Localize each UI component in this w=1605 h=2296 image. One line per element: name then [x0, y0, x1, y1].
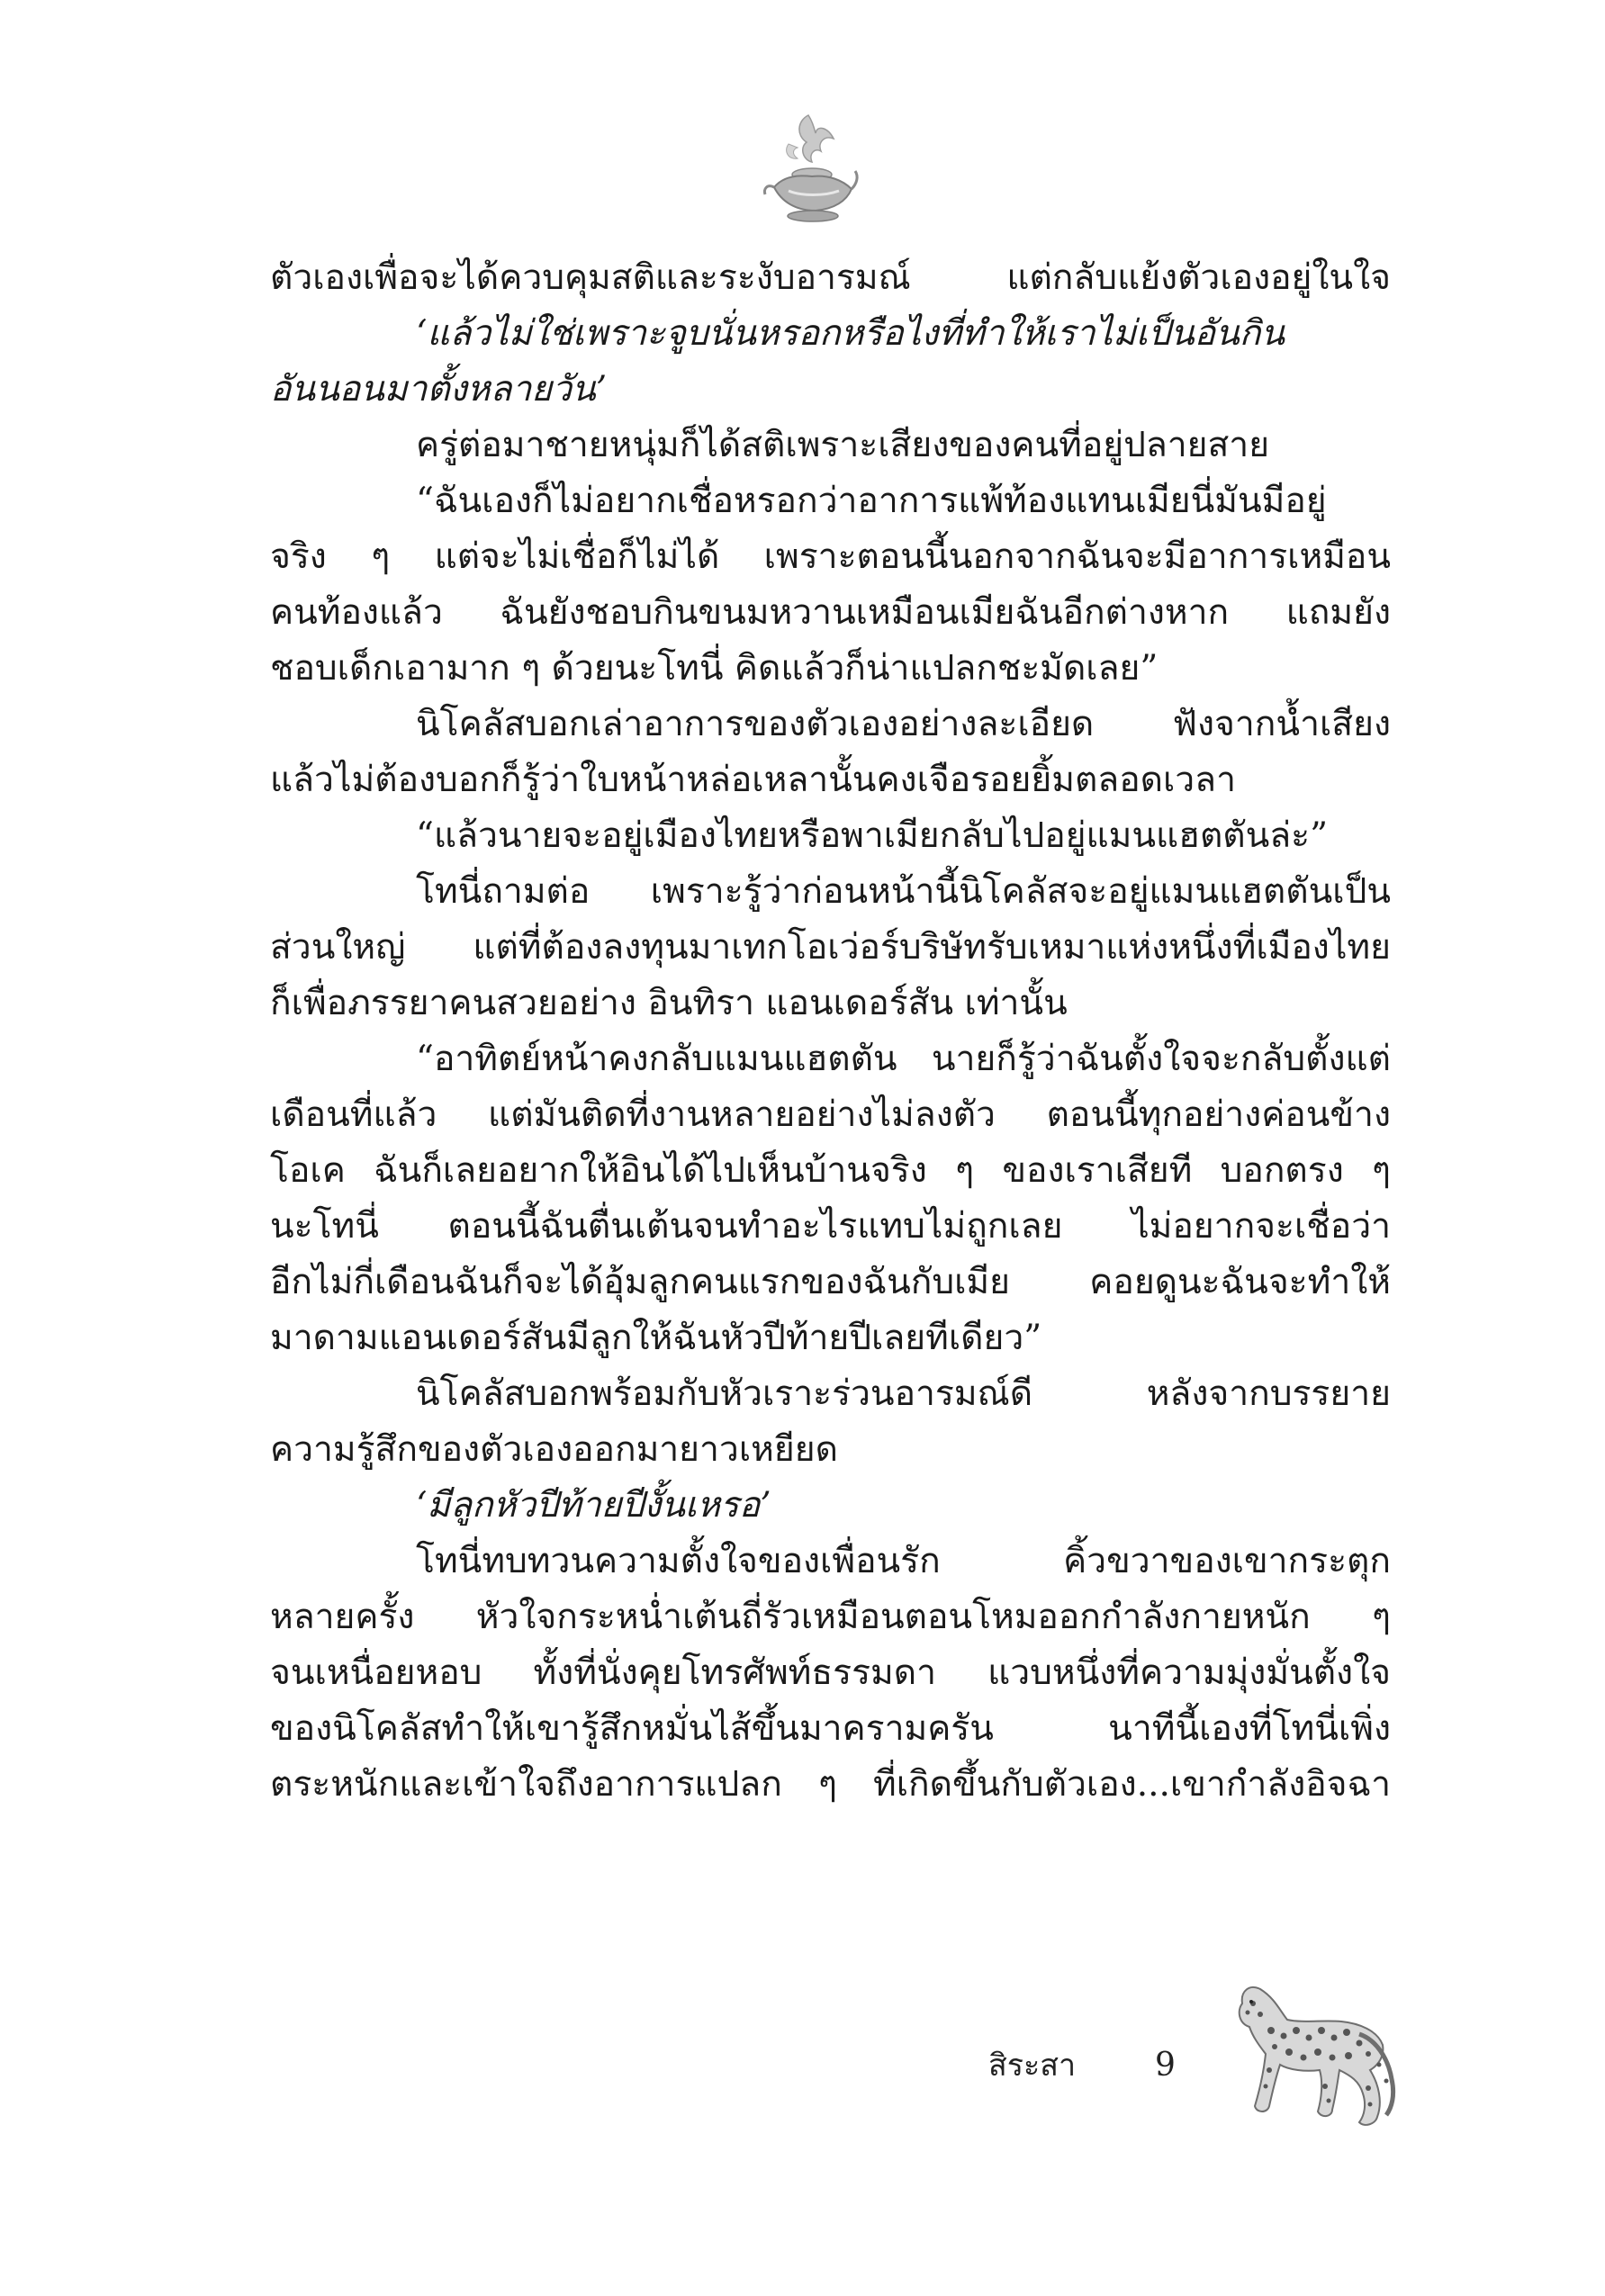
text-line: โทนี่ทบทวนความตั้งใจของเพื่อนรัก คิ้วขวาของเขากระตุก — [416, 1541, 1391, 1581]
text-line: “อาทิตย์หน้าคงกลับแมนแฮตตัน นายก็รู้ว่าฉันตั้งใจจะกลับตั้งแต่ — [416, 1039, 1391, 1079]
page-number: 9 — [1155, 2047, 1176, 2084]
running-title: สิระสา — [988, 2048, 1077, 2084]
text-line: ชอบเด็กเอามาก ๆ ด้วยนะโทนี่ คิดแล้วก็น่าแปลกชะมัดเลย” — [270, 648, 1159, 689]
text-line: หลายครั้ง หัวใจกระหน่ำเต้นถี่รัวเหมือนตอนโหมออกกำลังกายหนัก ๆ — [270, 1597, 1391, 1637]
body-text — [270, 250, 1391, 1813]
text-line: “แล้วนายจะอยู่เมืองไทยหรือพาเมียกลับไปอยู่แมนแฮตตันล่ะ” — [416, 815, 1329, 856]
text-line: โทนี่ถามต่อ เพราะรู้ว่าก่อนหน้านี้นิโคลัสจะอยู่แมนแฮตตันเป็น — [416, 871, 1391, 912]
text-line: คนท้องแล้ว ฉันยังชอบกินขนมหวานเหมือนเมียฉันอีกต่างหาก แถมยัง — [270, 592, 1391, 633]
text-line: นะโทนี่ ตอนนี้ฉันตื่นเต้นจนทำอะไรแทบไม่ถูกเลย ไม่อยากจะเชื่อว่า — [270, 1206, 1391, 1247]
text-line: ความรู้สึกของตัวเองออกมายาวเหยียด — [270, 1429, 838, 1470]
text-line: อีกไม่กี่เดือนฉันก็จะได้อุ้มลูกคนแรกของฉันกับเมีย คอยดูนะฉันจะทำให้ — [270, 1262, 1391, 1302]
text-line: ตัวเองเพื่อจะได้ควบคุมสติและระงับอารมณ์ แต่กลับแย้งตัวเองอยู่ในใจ — [270, 257, 1391, 298]
text-line: “ฉันเองก็ไม่อยากเชื่อหรอกว่าอาการแพ้ท้องแทนเมียนี่มันมีอยู่ — [416, 481, 1327, 521]
text-line: แล้วไม่ต้องบอกก็รู้ว่าใบหน้าหล่อเหลานั้นคงเจือรอยยิ้มตลอดเวลา — [270, 760, 1236, 800]
genie-lamp-icon — [762, 108, 861, 234]
text-line: ‘แล้วไม่ใช่เพราะจูบนั่นหรอกหรือไงที่ทำให้เราไม่เป็นอันกิน — [416, 313, 1285, 354]
text-line: ‘มีลูกหัวปีท้ายปีงั้นเหรอ’ — [416, 1485, 771, 1526]
text-line: มาดามแอนเดอร์สันมีลูกให้ฉันหัวปีท้ายปีเลยทีเดียว” — [270, 1318, 1042, 1358]
text-line: ส่วนใหญ่ แต่ที่ต้องลงทุนมาเทกโอเว่อร์บริษัทรับเหมาแห่งหนึ่งที่เมืองไทย — [270, 927, 1391, 968]
text-line: ก็เพื่อภรรยาคนสวยอย่าง อินทิรา แอนเดอร์สัน เท่านั้น — [270, 983, 1068, 1023]
text-line: ครู่ต่อมาชายหนุ่มก็ได้สติเพราะเสียงของคนที่อยู่ปลายสาย — [416, 425, 1270, 465]
text-line: ของนิโคลัสทำให้เขารู้สึกหมั่นไส้ขึ้นมาครามครัน นาทีนี้เองที่โทนี่เพิ่ง — [270, 1708, 1391, 1749]
text-line: จนเหนื่อยหอบ ทั้งที่นั่งคุยโทรศัพท์ธรรมดา แวบหนึ่งที่ความมุ่งมั่นตั้งใจ — [270, 1652, 1391, 1693]
text-line: เดือนที่แล้ว แต่มันติดที่งานหลายอย่างไม่ลงตัว ตอนนี้ทุกอย่างค่อนข้าง — [270, 1094, 1391, 1135]
text-line: อันนอนมาตั้งหลายวัน’ — [270, 369, 608, 410]
text-line: นิโคลัสบอกเล่าอาการของตัวเองอย่างละเอียด ฟังจากน้ำเสียง — [416, 704, 1391, 744]
text-line: ตระหนักและเข้าใจถึงอาการแปลก ๆ ที่เกิดขึ้นกับตัวเอง...เขากำลังอิจฉา — [270, 1764, 1391, 1805]
text-line: จริง ๆ แต่จะไม่เชื่อก็ไม่ได้ เพราะตอนนี้นอกจากฉันจะมีอาการเหมือน — [270, 536, 1391, 577]
text-line: โอเค ฉันก็เลยอยากให้อินได้ไปเห็นบ้านจริง ๆ ของเราเสียที บอกตรง ๆ — [270, 1150, 1391, 1191]
leopard-icon — [1224, 1971, 1404, 2133]
text-line: นิโคลัสบอกพร้อมกับหัวเราะร่วนอารมณ์ดี หลังจากบรรยาย — [416, 1373, 1391, 1414]
